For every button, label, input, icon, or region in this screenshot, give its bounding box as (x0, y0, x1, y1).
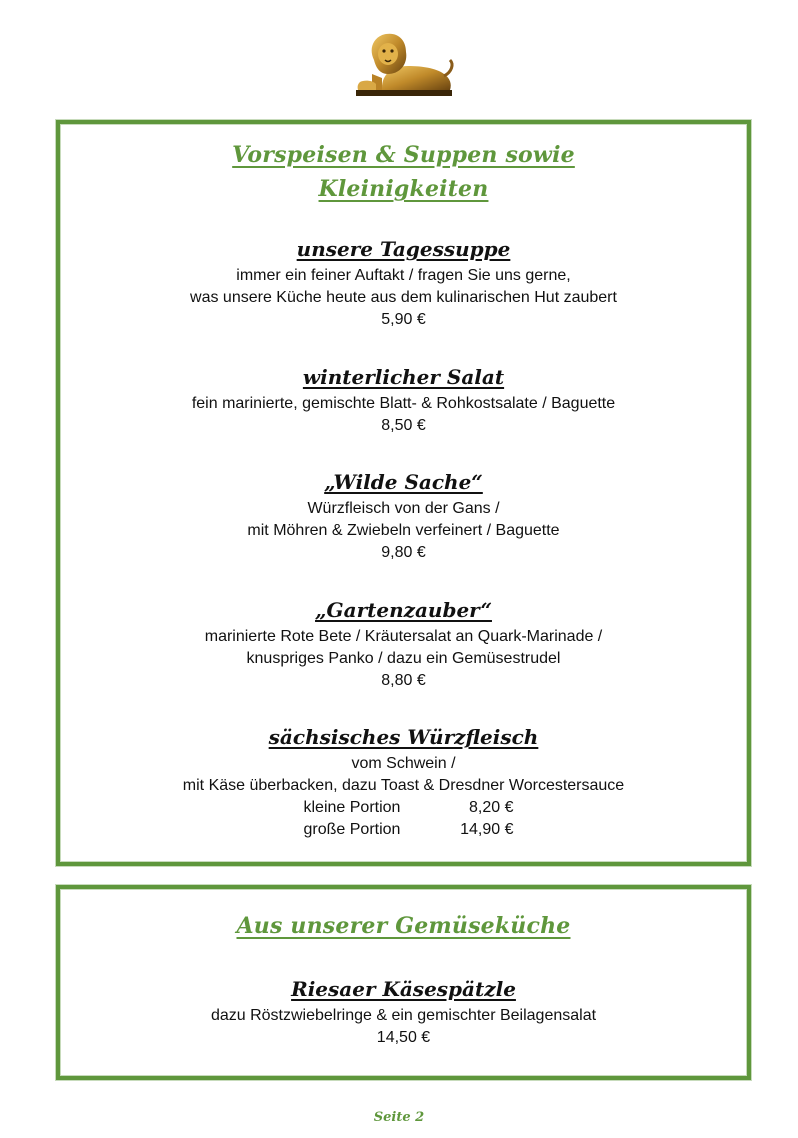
portion-label: große Portion (303, 821, 401, 838)
menu-item-title: „Gartenzauber“ (315, 598, 492, 622)
menu-item-description: immer ein feiner Auftakt / fragen Sie uns gerne, (236, 267, 571, 284)
menu-item-description: mit Möhren & Zwiebeln verfeinert / Baguette (247, 522, 560, 539)
menu-item-description: vom Schwein / (351, 755, 456, 772)
menu-item-description: fein marinierte, gemischte Blatt- & Rohkostsalate / Baguette (191, 395, 616, 412)
menu-item-title: winterlicher Salat (302, 365, 505, 389)
portion-price: 8,20 € (469, 799, 514, 816)
starters-panel (56, 120, 751, 866)
menu-item-salat (60, 363, 747, 437)
menu-item-description: knuspriges Panko / dazu ein Gemüsestrudel (246, 650, 561, 667)
menu-item-title: Riesaer Käsespätzle (291, 977, 516, 1001)
portion-row-small (60, 797, 747, 819)
menu-item-description: dazu Röstzwiebelringe & ein gemischter Beilagensalat (210, 1007, 597, 1024)
portion-label: kleine Portion (303, 799, 401, 816)
portion-price: 14,90 € (460, 821, 514, 838)
menu-item-description: was unsere Küche heute aus dem kulinarischen Hut zaubert (190, 289, 617, 306)
section-title-line1: Vorspeisen & Suppen sowie (232, 142, 575, 168)
menu-item-price: 5,90 € (381, 311, 426, 328)
menu-item-title: sächsisches Würzfleisch (268, 725, 539, 749)
menu-item-kaesespaetzle (60, 975, 747, 1049)
menu-item-gartenzauber (60, 596, 747, 692)
lion-logo (352, 30, 456, 98)
menu-item-price: 14,50 € (376, 1029, 431, 1046)
menu-item-price: 9,80 € (381, 544, 426, 561)
menu-item-price: 8,50 € (381, 417, 426, 434)
menu-item-description: Würzfleisch von der Gans / (307, 500, 500, 517)
section-title-line2: Kleinigkeiten (318, 176, 489, 202)
menu-item-tagessuppe (60, 235, 747, 331)
portion-row-large (60, 819, 747, 841)
menu-item-description: mit Käse überbacken, dazu Toast & Dresdner Worcestersauce (182, 777, 625, 794)
menu-item-wilde-sache (60, 468, 747, 564)
menu-item-title: unsere Tagessuppe (296, 237, 511, 261)
vegetable-panel (56, 885, 751, 1080)
section-title-vegetable: Aus unserer Gemüseküche (236, 913, 571, 939)
lion-statue-icon (352, 30, 456, 98)
menu-item-description: marinierte Rote Bete / Kräutersalat an Quark-Marinade / (204, 628, 603, 645)
menu-item-price: 8,80 € (381, 672, 426, 689)
menu-item-wuerzfleisch (60, 723, 747, 841)
page-number: Seite 2 (373, 1110, 425, 1125)
menu-item-title: „Wilde Sache“ (324, 470, 483, 494)
section-title-starters (60, 138, 747, 206)
